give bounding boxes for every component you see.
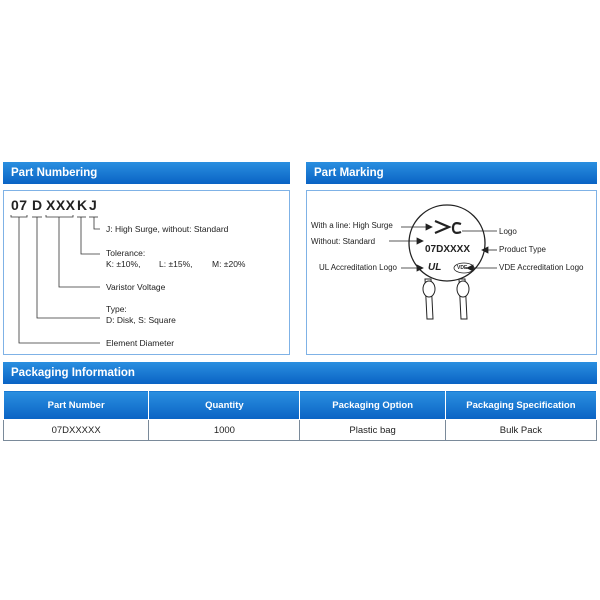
numbering-leader-lines [4,191,291,356]
packaging-header [3,362,597,384]
part-numbering-title: Part Numbering [11,167,98,179]
label-tolerance-m: M: ±20% [212,259,246,269]
label-element-diameter: Element Diameter [106,338,175,348]
packaging-title: Packaging Information [11,367,135,379]
label-product-type: Product Type [499,245,546,254]
part-numbering-header [3,162,290,184]
cell-part-number: 07DXXXXX [4,420,149,441]
label-type-values: D: Disk, S: Square [106,315,176,325]
part-marking-header [306,162,597,184]
part-numbering-panel [3,190,290,355]
packaging-table [3,390,597,441]
label-with-line: With a line: High Surge [311,221,393,230]
col-part-number: Part Number [4,391,149,420]
col-packaging-option: Packaging Option [300,391,445,420]
label-without: Without: Standard [311,237,376,246]
col-packaging-spec: Packaging Specification [445,391,596,420]
col-quantity: Quantity [149,391,300,420]
vde-logo-icon: VDE [457,265,468,271]
cell-packaging-spec: Bulk Pack [445,420,596,441]
label-high-surge: J: High Surge, without: Standard [106,224,229,234]
label-tolerance-title: Tolerance: [106,248,146,258]
table-row [4,420,597,441]
label-logo: Logo [499,227,517,236]
part-marking-panel [306,190,597,355]
label-ul-logo: UL Accreditation Logo [319,263,397,272]
label-varistor-voltage: Varistor Voltage [106,282,166,292]
part-marking-title: Part Marking [314,167,384,179]
code-voltage: XXX [46,197,76,213]
code-tolerance: K [77,197,88,213]
code-surge: J [89,197,98,213]
code-diameter: 07 [11,197,28,213]
disk-product-type-text: 07DXXXX [425,244,471,255]
code-type: D [32,197,43,213]
cell-packaging-option: Plastic bag [300,420,445,441]
varistor-disk-drawing [307,191,598,356]
label-type-title: Type: [106,304,127,314]
label-vde-logo: VDE Accreditation Logo [499,263,584,272]
cell-quantity: 1000 [149,420,300,441]
packaging-header-row [4,391,597,420]
label-tolerance-k: K: ±10%, [106,259,141,269]
label-tolerance-l: L: ±15%, [159,259,193,269]
ul-logo-icon: UL [428,262,442,273]
